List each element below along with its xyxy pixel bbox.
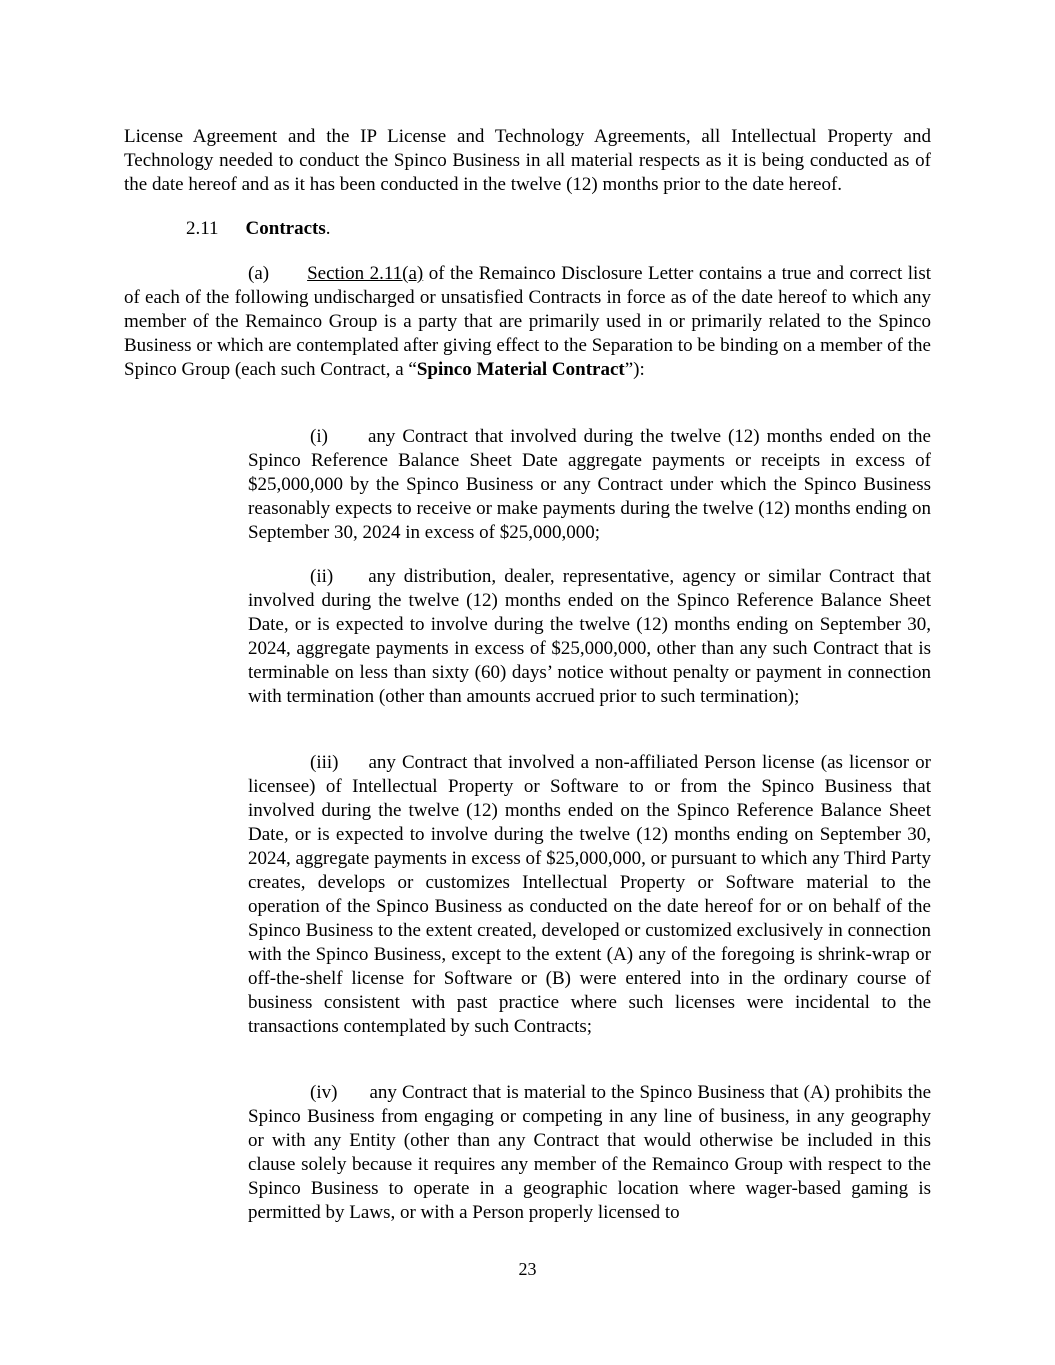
section-reference: Section 2.11(a): [307, 263, 424, 284]
paragraph-a-text: of the Remainco Disclosure Letter contains a true and correct list of each of the following undischarged or unsatisfied Contracts in force as of the date hereof to which any member of the Remainco Group is a party that are primarily used in or primarily related to the Spinco Business or which are contemplated after giving effect to the Separation to be binding on a member of the Spinco Group (each such Contract, a “: [124, 263, 932, 380]
section-title: Contracts: [245, 218, 326, 239]
paragraph-a-label: (a): [248, 263, 270, 284]
list-item-label: (i): [310, 426, 328, 447]
intro-paragraph: [124, 125, 931, 197]
defined-term: Spinco Material Contract: [416, 359, 625, 380]
list-item-text: any Contract that is material to the Spinco Business that (A) prohibits the Spinco Business from engaging or competing in any line of business, in any geography or with any Entity (other than any Contract that would otherwise be included in this clause solely because it requires any member of the Remainco Group with respect to the Spinco Business to operate in a geographic location where wager-based gaming is permitted by Laws, or with a Person properly licensed to: [248, 1082, 931, 1223]
intro-text: License Agreement and the IP License and Technology Agreements, all Intellectual Property and Technology needed to conduct the Spinco Business in all material respects as it is being conducted as of the date hereof and as it has been conducted in the twelve (12) months prior to the date hereof.: [124, 126, 931, 195]
page-number: 23: [518, 1259, 537, 1279]
list-item-text: any Contract that involved a non-affiliated Person license (as licensor or licensee) of Intellectual Property or Software to or from the Spinco Business that involved during the twelve (12) months ended on the Spinco Reference Balance Sheet Date, or is expected to involve during the twelve (12) months ending on September 30, 2024, aggregate payments in excess of $25,000,000, or pursuant to which any Third Party creates, develops or customizes Intellectual Property or Software material to the operation of the Spinco Business as conducted on the date hereof for or on behalf of the Spinco Business to the extent created, developed or customized exclusively in connection with the Spinco Business, except to the extent (A) any of the foregoing is shrink-wrap or off-the-shelf license for Software or (B) were entered into in the ordinary course of business consistent with past practice where such licenses were incidental to the transactions contemplated by such Contracts;: [248, 752, 931, 1037]
list-item: [248, 425, 931, 545]
list-item-label: (iii): [310, 752, 339, 773]
list-item-text: any distribution, dealer, representative, agency or similar Contract that involved during the twelve (12) months ended on the Spinco Reference Balance Sheet Date, or is expected to involve during the twelve (12) months ending on September 30, 2024, aggregate payments in excess of $25,000,000, other than any such Contract that is terminable on less than sixty (60) days’ notice without penalty or payment in connection with termination (other than amounts accrued prior to such termination);: [248, 566, 931, 707]
list-item: [248, 1081, 931, 1225]
list-item-label: (ii): [310, 566, 334, 587]
list-item-label: (iv): [310, 1082, 338, 1103]
paragraph-a-closing: ”):: [624, 359, 645, 380]
paragraph-a: [124, 262, 931, 382]
section-title-suffix: .: [325, 218, 331, 239]
section-heading: [186, 217, 931, 241]
list-item: [248, 565, 931, 709]
list-item: [248, 751, 931, 1039]
section-number: 2.11: [186, 218, 219, 239]
list-item-text: any Contract that involved during the twelve (12) months ended on the Spinco Reference Balance Sheet Date aggregate payments or receipts in excess of $25,000,000 by the Spinco Business or any Contract under which the Spinco Business reasonably expects to receive or make payments during the twelve (12) months ending on September 30, 2024 in excess of $25,000,000;: [248, 426, 931, 543]
